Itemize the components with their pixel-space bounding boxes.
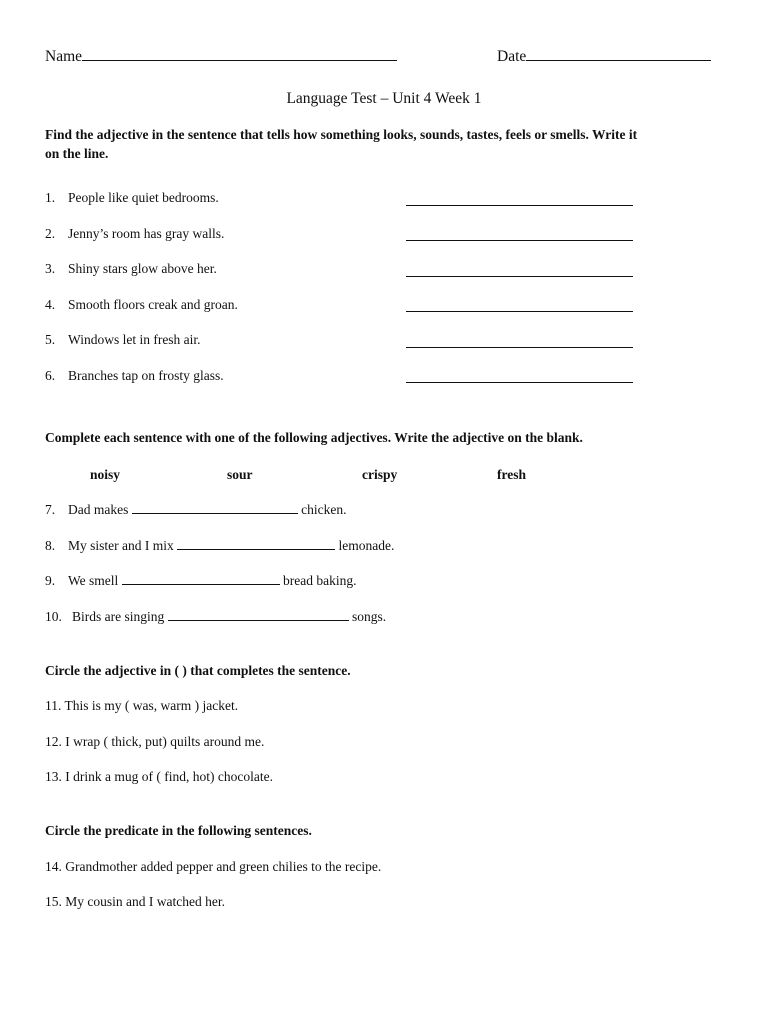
item-text-before: We smell [68,573,119,588]
item-number: 6. [45,368,56,383]
list-item: 13. I drink a mug of ( find, hot) chocolate. [45,769,273,784]
date-line[interactable] [526,48,711,61]
item-number: 7. [45,502,56,517]
answer-line[interactable] [406,240,633,241]
item-text-before: Dad makes [68,502,129,517]
list-item [45,261,217,277]
item-number: 4. [45,297,56,312]
item-text-after: chicken. [301,502,347,517]
list-item: 12. I wrap ( thick, put) quilts around me. [45,734,265,749]
list-item: 15. My cousin and I watched her. [45,894,225,909]
list-item: 14. Grandmother added pepper and green chilies to the recipe. [45,859,382,874]
list-item [45,190,219,206]
item-text-after: lemonade. [338,538,395,553]
answer-line[interactable] [406,311,633,312]
item-text: Windows let in fresh air. [68,332,201,347]
item-text: People like quiet bedrooms. [68,190,219,205]
answer-blank[interactable] [168,609,349,621]
item-text-before: My sister and I mix [68,538,174,553]
item-number: 3. [45,261,56,276]
item-text-after: bread baking. [283,573,357,588]
word-bank-item: noisy [90,467,121,482]
section4-instruction: Circle the predicate in the following sentences. [45,823,312,838]
list-item [45,368,224,384]
name-field [45,48,397,66]
list-item [45,226,224,242]
answer-blank[interactable] [132,502,298,514]
list-item: 11. This is my ( was, warm ) jacket. [45,698,239,713]
section3-instruction: Circle the adjective in ( ) that completes the sentence. [45,663,351,678]
word-bank-item: fresh [497,467,526,482]
date-field [497,48,711,66]
item-number: 5. [45,332,56,347]
item-text: Jenny’s room has gray walls. [68,226,225,241]
answer-blank[interactable] [177,538,335,550]
item-text-before: Birds are singing [72,609,165,624]
answer-line[interactable] [406,276,633,277]
item-number: 2. [45,226,56,241]
list-item [45,502,346,518]
word-bank-item: crispy [362,467,398,482]
item-text-after: songs. [352,609,387,624]
item-number: 8. [45,538,56,553]
answer-line[interactable] [406,382,633,383]
item-text: Smooth floors creak and groan. [68,297,238,312]
item-number: 10. [45,609,62,624]
item-number: 9. [45,573,56,588]
word-bank-item: sour [227,467,253,482]
section1-instruction-line2: on the line. [45,146,109,161]
list-item [45,609,386,625]
answer-blank[interactable] [122,573,280,585]
item-text: Shiny stars glow above her. [68,261,217,276]
list-item [45,573,357,589]
list-item [45,332,201,348]
page-title: Language Test – Unit 4 Week 1 [286,90,482,107]
answer-line[interactable] [406,347,633,348]
item-number: 1. [45,190,56,205]
list-item [45,538,394,554]
name-label: Name [45,48,83,65]
date-label: Date [497,48,527,65]
name-line[interactable] [82,48,397,61]
item-text: Branches tap on frosty glass. [68,368,224,383]
answer-line[interactable] [406,205,633,206]
section2-instruction: Complete each sentence with one of the following adjectives. Write the adjective on the blank. [45,430,583,445]
section1-instruction-line1: Find the adjective in the sentence that tells how something looks, sounds, tastes, feels or smells. Write it [45,127,638,142]
list-item [45,297,238,313]
